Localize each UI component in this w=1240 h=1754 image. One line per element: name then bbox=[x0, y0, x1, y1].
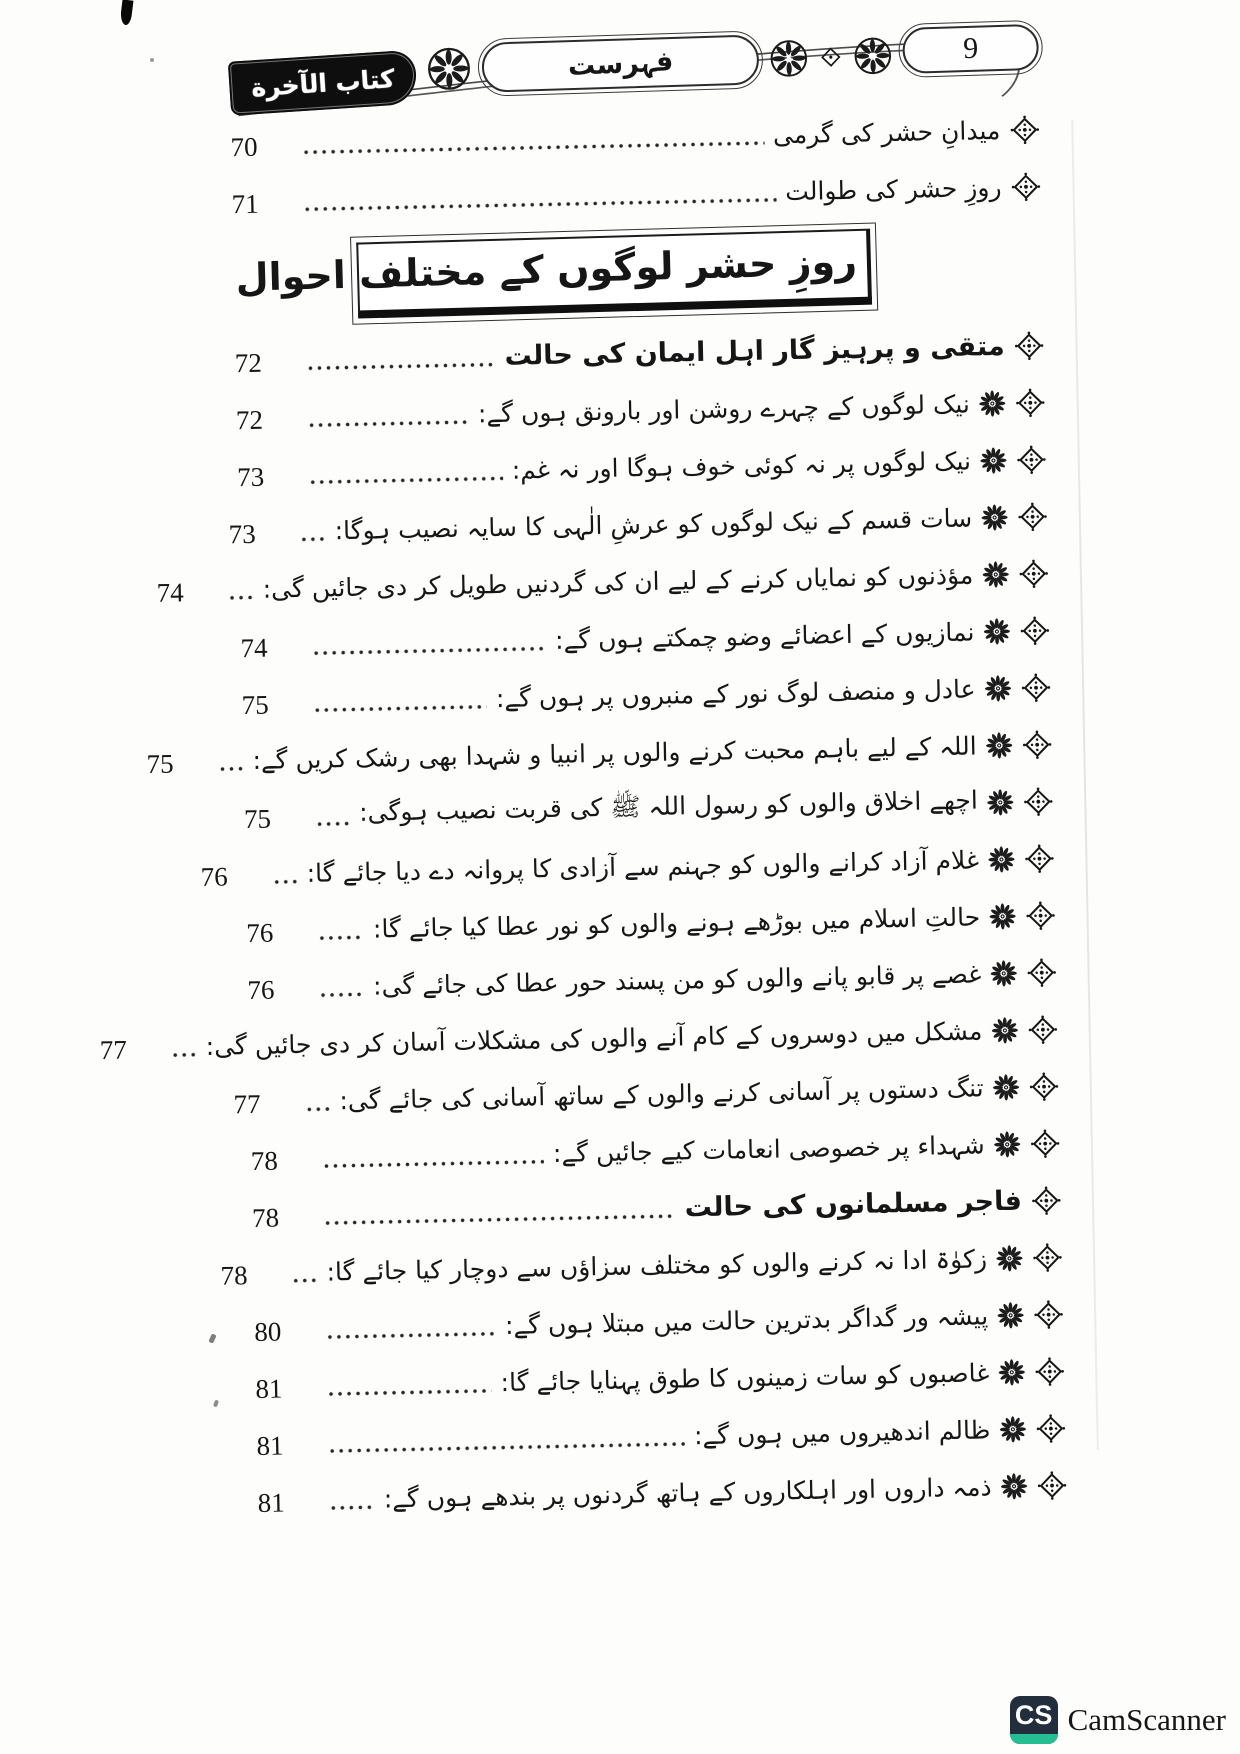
diamond-ornament-icon bbox=[1018, 558, 1050, 590]
toc-entry-title: غاصبوں کو سات زمینوں کا طوق پہنایا جائے گا: bbox=[500, 1358, 990, 1398]
diamond-ornament-icon bbox=[1015, 387, 1047, 419]
toc-entry-page-number: 75 bbox=[243, 803, 272, 835]
book-title: کتاب الآخرة bbox=[250, 63, 396, 102]
toc-entry-page-number: 81 bbox=[255, 1373, 283, 1405]
toc-entry-page-number: 78 bbox=[250, 1145, 279, 1177]
flower-bullet-icon bbox=[981, 504, 1009, 532]
toc-entry-page-number: 73 bbox=[228, 518, 257, 550]
flower-bullet-icon bbox=[989, 903, 1017, 931]
dotted-leader bbox=[302, 139, 765, 157]
camscanner-icon-accent bbox=[1010, 1734, 1058, 1744]
diamond-ornament-icon bbox=[1036, 1470, 1068, 1502]
toc-entry-page-number: 72 bbox=[234, 347, 263, 379]
diamond-ornament-icon bbox=[1016, 444, 1048, 476]
toc-entry-title: غلام آزاد کرانے والوں کو جہنم سے آزادی کا پروانہ دے دیا جائے گا: bbox=[306, 845, 980, 888]
flower-bullet-icon bbox=[990, 960, 1018, 988]
diamond-ornament-icon bbox=[1033, 1299, 1065, 1331]
toc-entry-title: تنگ دستوں پر آسانی کرنے والوں کے ساتھ آسانی کی جائے گی: bbox=[339, 1073, 984, 1116]
toc-entry-page-number: 78 bbox=[251, 1202, 280, 1234]
dotted-leader bbox=[313, 702, 487, 714]
diamond-ornament-icon bbox=[1019, 615, 1051, 647]
toc-entry-page-number: 75 bbox=[146, 748, 174, 780]
dotted-leader bbox=[325, 1329, 496, 1341]
toc-entry-page-number: 70 bbox=[230, 131, 258, 163]
flower-bullet-icon bbox=[998, 1359, 1026, 1387]
flower-bullet-icon bbox=[988, 846, 1016, 874]
toc-entry-page-number: 77 bbox=[99, 1034, 128, 1066]
page-edge-shadow bbox=[1071, 120, 1099, 1450]
toc-entry-title: متقی و پرہیز گار اہل ایمان کی حالت bbox=[504, 330, 1005, 372]
flower-bullet-icon bbox=[999, 1416, 1027, 1444]
rosette-ornament-icon bbox=[768, 38, 809, 79]
diamond-ornament-icon bbox=[1035, 1413, 1067, 1445]
dotted-leader bbox=[228, 593, 254, 603]
diamond-ornament-icon bbox=[819, 45, 844, 70]
flower-bullet-icon bbox=[996, 1245, 1024, 1273]
dotted-leader bbox=[323, 1212, 676, 1228]
toc-entry-title: اچھے اخلاق والوں کو رسول اللہ ﷺ کی قربت نصیب ہوگی: bbox=[358, 785, 979, 827]
dotted-leader bbox=[326, 1386, 491, 1398]
toc-entry-page-number: 81 bbox=[256, 1430, 284, 1462]
dotted-leader bbox=[322, 1157, 544, 1170]
camscanner-icon-text: CS bbox=[1014, 1700, 1053, 1730]
dotted-leader bbox=[305, 1104, 331, 1114]
dotted-leader bbox=[272, 877, 298, 887]
dotted-leader bbox=[318, 990, 364, 1000]
flower-bullet-icon bbox=[997, 1302, 1025, 1330]
contents-label: فہرست bbox=[567, 45, 674, 82]
dotted-leader bbox=[218, 764, 244, 774]
toc-entry-page-number: 81 bbox=[257, 1487, 286, 1519]
toc-entry-page-number: 76 bbox=[247, 974, 275, 1006]
scan-artifact bbox=[208, 1333, 216, 1343]
diamond-ornament-icon bbox=[1028, 1071, 1060, 1103]
diamond-ornament-icon bbox=[1027, 1014, 1059, 1046]
diamond-ornament-icon bbox=[1034, 1356, 1066, 1388]
camscanner-logo-icon bbox=[1010, 1696, 1058, 1744]
toc-entry-title: فاجر مسلمانوں کی حالت bbox=[684, 1185, 1023, 1224]
toc-entry-page-number: 76 bbox=[200, 861, 229, 893]
diamond-ornament-icon bbox=[1029, 1128, 1061, 1160]
toc-entry-page-number: 75 bbox=[241, 689, 270, 721]
dotted-leader bbox=[308, 474, 503, 487]
toc-entry-title: نیک لوگوں پر نہ کوئی خوف ہوگا اور نہ غم: bbox=[511, 446, 972, 485]
scan-artifact bbox=[150, 58, 154, 62]
dotted-leader bbox=[315, 819, 350, 829]
toc-entry-title: مشکل میں دوسروں کے کام آنے والوں کی مشکلات آسان کر دی جائیں گی: bbox=[205, 1016, 983, 1061]
diamond-ornament-icon bbox=[1021, 729, 1053, 761]
toc-entry-page-number: 78 bbox=[220, 1260, 248, 1291]
toc-entry-title: میدانِ حشر کی گرمی bbox=[772, 115, 1001, 150]
dotted-leader bbox=[292, 1276, 318, 1286]
scan-artifact bbox=[120, 0, 134, 26]
toc-main-rows bbox=[99, 317, 1068, 1530]
toc-entry-title: سات قسم کے نیک لوگوں کو عرشِ الٰہی کا سایہ نصیب ہوگا: bbox=[334, 503, 973, 546]
toc-entry-page-number: 74 bbox=[240, 632, 268, 664]
flower-bullet-icon bbox=[979, 390, 1007, 418]
flower-bullet-icon bbox=[985, 732, 1013, 760]
flower-bullet-icon bbox=[991, 1017, 1019, 1045]
toc-entry-page-number: 77 bbox=[233, 1088, 261, 1120]
dotted-leader bbox=[317, 933, 364, 943]
contents-cartouche bbox=[481, 34, 759, 92]
rosette-ornament-icon bbox=[852, 35, 893, 76]
flower-bullet-icon bbox=[980, 447, 1008, 475]
flower-bullet-icon bbox=[993, 1131, 1021, 1159]
toc-entry-title: روزِ حشر کی طوالت bbox=[784, 172, 1002, 207]
flower-bullet-icon bbox=[982, 561, 1010, 589]
toc-top-rows bbox=[230, 101, 1042, 231]
dotted-leader bbox=[312, 644, 547, 658]
rosette-ornament-icon bbox=[425, 45, 472, 92]
diamond-ornament-icon bbox=[1013, 330, 1045, 362]
page-content bbox=[99, 9, 1068, 1530]
toc-entry-title: مؤذنوں کو نمایاں کرنے کے لیے ان کی گردنیں طویل کر دی جائیں گی: bbox=[262, 560, 974, 604]
flower-bullet-icon bbox=[984, 675, 1012, 703]
toc-entry-title: نمازیوں کے اعضائے وضو چمکتے ہوں گے: bbox=[554, 617, 975, 655]
toc-entry-page-number: 71 bbox=[231, 188, 259, 220]
diamond-ornament-icon bbox=[1032, 1242, 1064, 1274]
camscanner-label: CamScanner bbox=[1067, 1702, 1226, 1737]
toc-entry-page-number: 73 bbox=[236, 461, 265, 493]
dotted-leader bbox=[303, 195, 777, 214]
toc-entry-page-number: 76 bbox=[245, 917, 274, 949]
dotted-leader bbox=[328, 1439, 686, 1455]
diamond-ornament-icon bbox=[1010, 171, 1042, 203]
dotted-leader bbox=[306, 360, 496, 373]
scan-artifact bbox=[213, 1400, 219, 1408]
flower-bullet-icon bbox=[983, 618, 1011, 646]
section-heading-box bbox=[235, 229, 872, 319]
toc-entry-title: ظالم اندھیروں میں ہوں گے: bbox=[693, 1415, 991, 1451]
dotted-leader bbox=[307, 418, 469, 430]
diamond-ornament-icon bbox=[1020, 672, 1052, 704]
page-number: 9 bbox=[962, 31, 979, 66]
toc-entry-title: اللہ کے لیے باہم محبت کرنے والوں پر انبیا و شہدا بھی رشک کریں گے: bbox=[252, 731, 977, 775]
diamond-ornament-icon bbox=[1023, 786, 1055, 818]
toc-entry-title: ذمہ داروں اور اہلکاروں کے ہاتھ گردنوں پر بندھے ہوں گے: bbox=[383, 1472, 992, 1514]
section-heading-title: روزِ حشر لوگوں کے مختلف احوال bbox=[235, 239, 858, 300]
toc-entry-page-number: 72 bbox=[235, 404, 264, 436]
toc-entry-title: نیک لوگوں کے چہرے روشن اور بارونق ہوں گے: bbox=[477, 389, 971, 429]
dotted-leader bbox=[171, 1050, 197, 1060]
flower-bullet-icon bbox=[987, 789, 1015, 817]
dotted-leader bbox=[300, 534, 326, 544]
toc-entry-title: زکوٰۃ ادا نہ کرنے والوں کو مختلف سزاؤں سے دوچار کیا جائے گا: bbox=[326, 1244, 988, 1287]
toc-entry-title: شہداء پر خصوصی انعامات کیے جائیں گے: bbox=[552, 1130, 985, 1169]
toc-entry-title: حالتِ اسلام میں بوڑھے ہونے والوں کو نور عطا کیا جائے گا: bbox=[372, 902, 981, 944]
toc-entry-title: پیشہ ور گداگر بدترین حالت میں مبتلا ہوں گے: bbox=[504, 1301, 989, 1341]
camscanner-watermark bbox=[1010, 1696, 1226, 1744]
dotted-leader bbox=[329, 1503, 375, 1513]
diamond-ornament-icon bbox=[1024, 843, 1056, 875]
toc-entry-title: عادل و منصف لوگ نور کے منبروں پر ہوں گے: bbox=[495, 674, 976, 714]
diamond-ornament-icon bbox=[1031, 1185, 1063, 1217]
toc-entry-page-number: 74 bbox=[156, 577, 185, 608]
flower-bullet-icon bbox=[1000, 1473, 1028, 1501]
diamond-ornament-icon bbox=[1017, 501, 1049, 533]
toc-entry-title: غصے پر قابو پانے والوں کو من پسند حور عطا کی جائے گی: bbox=[372, 959, 982, 1001]
flower-bullet-icon bbox=[992, 1074, 1020, 1102]
diamond-ornament-icon bbox=[1009, 114, 1041, 146]
diamond-ornament-icon bbox=[1025, 900, 1057, 932]
diamond-ornament-icon bbox=[1026, 957, 1058, 989]
toc-entry-page-number: 80 bbox=[254, 1316, 282, 1348]
page-number-cartouche bbox=[902, 24, 1039, 74]
